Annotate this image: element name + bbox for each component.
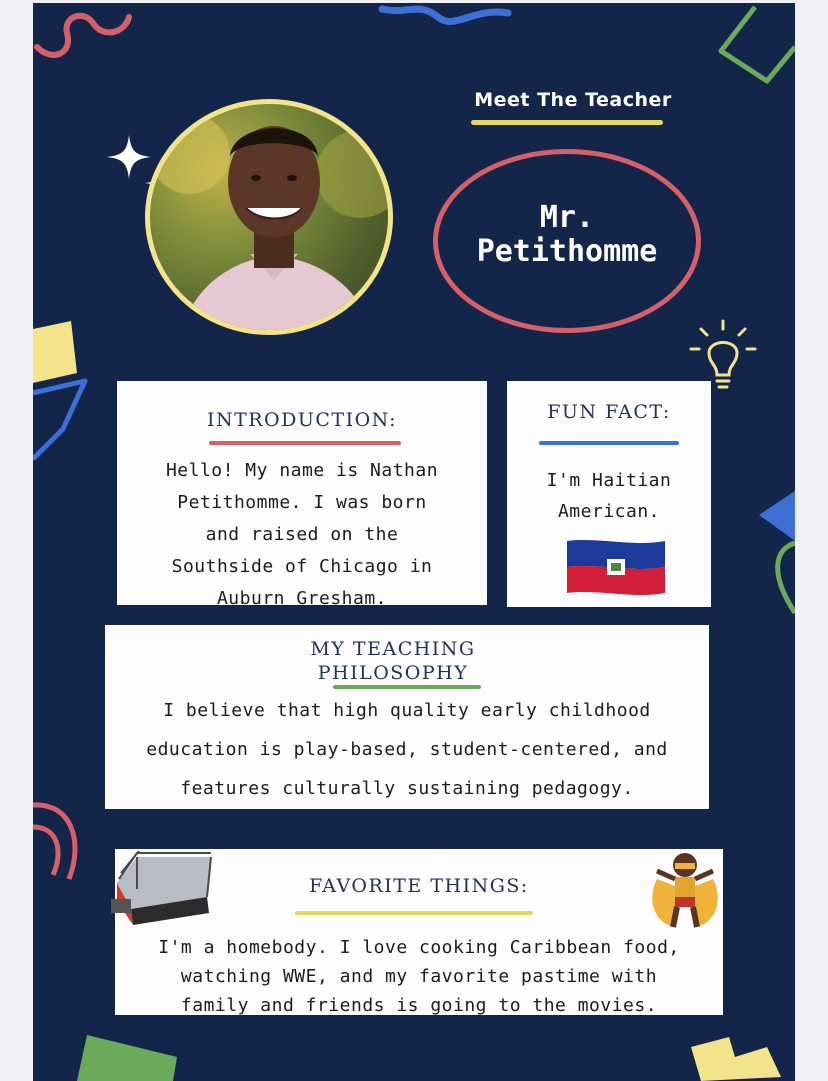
pink-arch-doodle <box>33 793 93 893</box>
superhero-icon <box>643 849 727 931</box>
haiti-flag-icon <box>565 537 667 597</box>
philosophy-underline <box>333 685 481 689</box>
introduction-underline <box>209 441 401 445</box>
favorite-things-line: family and friends is going to the movies. <box>180 995 658 1016</box>
favorite-things-title: FAVORITE THINGS: <box>309 875 529 897</box>
philosophy-line: education is play-based, student-centered, and <box>146 739 668 760</box>
teacher-poster <box>33 3 795 1081</box>
favorite-things-text <box>115 933 723 1020</box>
introduction-line: and raised on the <box>205 524 399 545</box>
teacher-name-title: Mr. <box>539 200 595 235</box>
favorite-things-underline <box>295 911 533 915</box>
heading-underline <box>471 120 663 125</box>
blue-green-doodle <box>755 483 795 623</box>
introduction-text <box>117 455 487 615</box>
philosophy-title-line: PHILOSOPHY <box>317 662 469 684</box>
green-outline-doodle <box>715 3 795 93</box>
wrestling-ring-icon <box>107 849 219 929</box>
teacher-portrait-illustration <box>150 104 393 335</box>
introduction-line: Auburn Gresham. <box>216 588 388 609</box>
green-blob-doodle <box>77 1029 187 1081</box>
yellow-block-doodle <box>683 1033 793 1081</box>
teacher-name <box>433 201 701 269</box>
pink-swirl-doodle <box>33 3 143 73</box>
blue-squiggle-doodle <box>378 3 518 35</box>
philosophy-title-line: MY TEACHING <box>310 638 476 660</box>
yellow-shape-doodle <box>33 321 93 461</box>
teacher-photo <box>145 99 393 335</box>
fun-fact-line: American. <box>557 501 661 522</box>
teacher-name-surname: Petithomme <box>476 234 658 269</box>
philosophy-card <box>105 625 709 809</box>
introduction-card <box>117 381 487 609</box>
philosophy-text <box>105 691 709 808</box>
introduction-line: Hello! My name is Nathan <box>165 460 439 481</box>
fun-fact-card <box>507 381 711 607</box>
introduction-line: Petithomme. I was born <box>177 492 427 513</box>
fun-fact-underline <box>539 441 679 445</box>
favorite-things-line: watching WWE, and my favorite pastime with <box>180 966 658 987</box>
fun-fact-title: FUN FACT: <box>547 401 671 423</box>
fun-fact-text <box>507 465 711 527</box>
fun-fact-line: I'm Haitian <box>546 470 672 491</box>
philosophy-title <box>77 637 709 685</box>
philosophy-line: I believe that high quality early childhood <box>163 700 651 721</box>
meet-the-teacher-heading: Meet The Teacher <box>474 89 672 111</box>
favorite-things-card <box>115 849 723 1015</box>
introduction-line: Southside of Chicago in <box>171 556 433 577</box>
favorite-things-line: I'm a homebody. I love cooking Caribbean food, <box>158 937 680 958</box>
philosophy-line: features culturally sustaining pedagogy. <box>180 778 634 799</box>
introduction-title: INTRODUCTION: <box>206 409 398 431</box>
